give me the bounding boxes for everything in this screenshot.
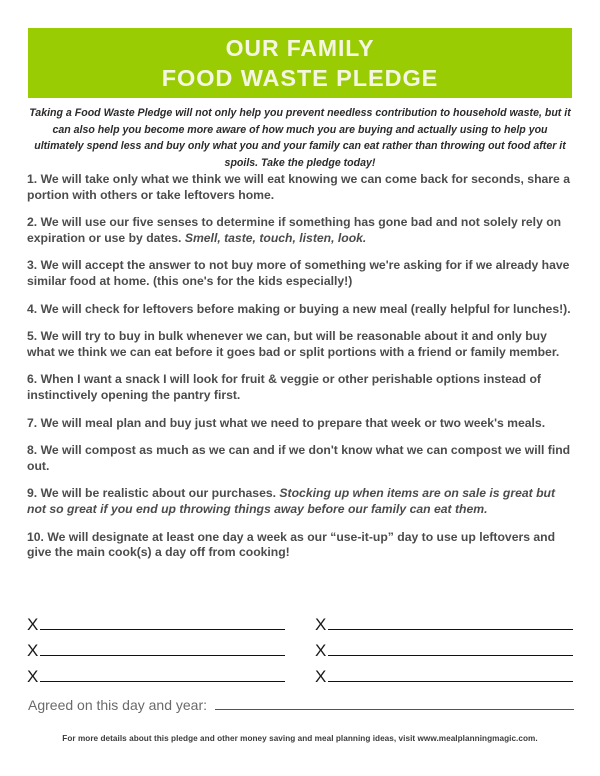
- pledge-item: [27, 302, 573, 318]
- signature-row[interactable]: [27, 633, 285, 659]
- pledge-text: We will check for leftovers before making or buying a new meal (really helpful for lunches!).: [40, 301, 571, 316]
- pledge-number: 4.: [27, 301, 38, 316]
- pledge-text: We will use our five senses to determine if something has gone bad and not solely rely on expiration or use by dates.: [27, 215, 562, 245]
- pledge-number: 5.: [27, 329, 38, 344]
- pledge-text: When I want a snack I will look for fruit & veggie or other perishable options instead of instinctively opening the pantry first.: [27, 372, 541, 402]
- banner-title-line-1: OUR FAMILY: [225, 35, 375, 61]
- agreed-date-line[interactable]: [215, 708, 574, 710]
- signature-column-right: [315, 607, 573, 685]
- footer-note: For more details about this pledge and other money saving and meal planning ideas, visit www.mealplanningmagic.com.: [62, 734, 538, 743]
- pledge-item: [27, 486, 573, 517]
- pledge-text: We will compost as much as we can and if we don't know what we can compost we will find out.: [27, 443, 571, 473]
- signature-x-marker: X: [27, 615, 39, 634]
- signature-line[interactable]: [328, 628, 573, 630]
- pledge-item: [27, 530, 573, 561]
- pledge-item: [27, 372, 573, 403]
- signature-line[interactable]: [328, 680, 573, 682]
- pledge-list: [27, 172, 573, 573]
- pledge-number: 8.: [27, 443, 38, 458]
- pledge-number: 7.: [27, 415, 38, 430]
- signature-x-marker: X: [315, 667, 327, 686]
- pledge-number: 10.: [27, 529, 44, 544]
- pledge-emphasis: Stocking up when items are on sale is great but not so great if you end up throwing things away before our family can eat them.: [27, 486, 556, 516]
- signature-line[interactable]: [40, 654, 285, 656]
- pledge-text: We will accept the answer to not buy more of something we're asking for if we already have similar food at home. (this one's for the kids especially!): [27, 258, 570, 288]
- pledge-text: We will meal plan and buy just what we need to prepare that week or two week's meals.: [40, 415, 546, 430]
- signature-x-marker: X: [27, 641, 39, 660]
- signature-row[interactable]: [315, 607, 573, 633]
- pledge-number: 1.: [27, 172, 38, 186]
- pledge-text: We will take only what we think we will eat knowing we can come back for seconds, share a portion with others or take leftovers home.: [27, 172, 570, 202]
- intro-paragraph: Taking a Food Waste Pledge will not only help you prevent needless contribution to household waste, but it can also help you become more aware of how much you are buying and actually using to help you ultimately spend less and buy only what you and your family can eat rather than throwing out food after it spoils. Take the pledge today!: [29, 107, 571, 169]
- signature-row[interactable]: [315, 659, 573, 685]
- banner-title-line-2: FOOD WASTE PLEDGE: [161, 65, 439, 91]
- pledge-item: [27, 258, 573, 289]
- pledge-number: 2.: [27, 215, 38, 230]
- pledge-item: [27, 443, 573, 474]
- pledge-item: [27, 329, 573, 360]
- signature-row[interactable]: [27, 607, 285, 633]
- pledge-number: 6.: [27, 372, 38, 387]
- pledge-item: [27, 215, 573, 246]
- agreed-date-label: Agreed on this day and year:: [28, 697, 208, 713]
- pledge-number: 9.: [27, 486, 38, 501]
- signature-column-left: [27, 607, 285, 685]
- header-banner: [28, 28, 572, 98]
- signature-line[interactable]: [328, 654, 573, 656]
- pledge-text: We will be realistic about our purchases.: [40, 486, 277, 501]
- signature-x-marker: X: [315, 641, 327, 660]
- signature-line[interactable]: [40, 628, 285, 630]
- signature-row[interactable]: [27, 659, 285, 685]
- pledge-text: We will designate at least one day a week as our “use-it-up” day to use up leftovers and give the main cook(s) a day off from cooking!: [27, 529, 556, 560]
- agreed-date-row: [28, 697, 574, 713]
- signature-x-marker: X: [27, 667, 39, 686]
- pledge-number: 3.: [27, 258, 38, 273]
- signature-x-marker: X: [315, 615, 327, 634]
- signature-area: [27, 607, 573, 685]
- pledge-item: [27, 172, 573, 203]
- pledge-item: [27, 416, 573, 432]
- pledge-text: We will try to buy in bulk whenever we can, but will be reasonable about it and only buy what we think we can eat before it goes bad or split portions with a friend or family member.: [27, 329, 560, 359]
- pledge-emphasis: Smell, taste, touch, listen, look.: [184, 230, 367, 245]
- signature-row[interactable]: [315, 633, 573, 659]
- signature-line[interactable]: [40, 680, 285, 682]
